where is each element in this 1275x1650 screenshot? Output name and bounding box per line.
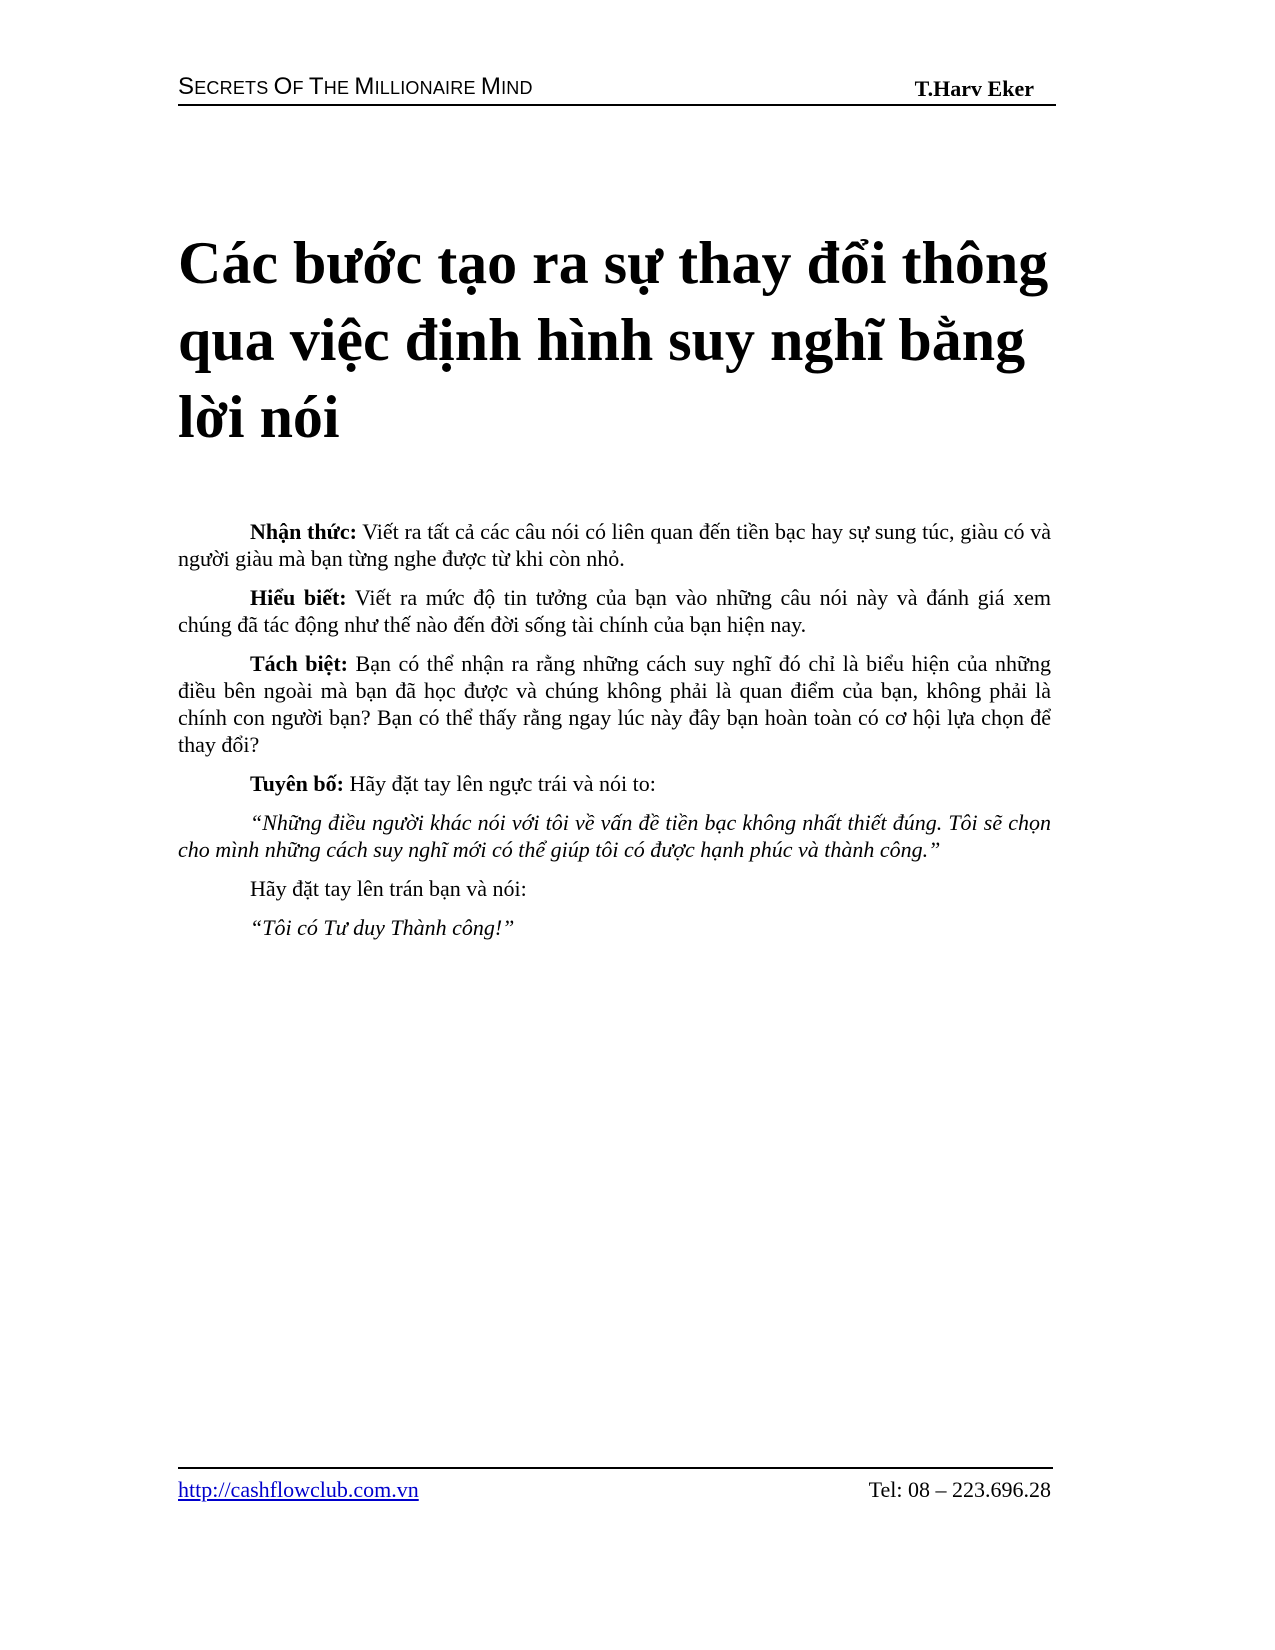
- book-title: [178, 73, 533, 101]
- instruction-text: Hãy đặt tay lên trán bạn và nói:: [250, 876, 527, 901]
- book-title-initial: T: [308, 73, 324, 100]
- book-title-initial: M: [354, 73, 375, 100]
- book-title-initial: M: [480, 73, 502, 100]
- paragraph-declaration: [178, 770, 1051, 797]
- book-title-initial: S: [178, 73, 195, 100]
- paragraph-separation: [178, 650, 1051, 758]
- page-header: [178, 68, 1056, 106]
- body-text: [178, 518, 1051, 953]
- book-title-word: ILLIONAIRE: [374, 78, 481, 98]
- paragraph-label: Nhận thức:: [250, 519, 357, 544]
- paragraph-label: Tuyên bố:: [250, 771, 344, 796]
- page-footer: [178, 1467, 1053, 1503]
- paragraph-text: Bạn có thể nhận ra rằng những cách suy nghĩ đó chỉ là biểu hiện của những điều bên ngoài mà bạn đã học được và chúng không phải là quan điểm của bạn, không phải là chính con người bạn? Bạn có thể thấy rằng ngay lúc này đây bạn hoàn toàn có cơ hội lựa chọn để thay đổi?: [178, 651, 1051, 757]
- paragraph-label: Hiểu biết:: [250, 585, 347, 610]
- book-title-word: ECRETS: [194, 78, 274, 98]
- author-name: T.Harv Eker: [914, 76, 1034, 101]
- chapter-title: Các bước tạo ra sự thay đổi thông qua việc định hình suy nghĩ bằng lời nói: [178, 230, 1049, 450]
- book-title-initial: O: [273, 73, 293, 100]
- paragraph-understanding: [178, 584, 1051, 638]
- book-title-word: HE: [323, 78, 355, 98]
- paragraph-text: Hãy đặt tay lên ngực trái và nói to:: [343, 771, 656, 796]
- affirmation-quote: “Tôi có Tư duy Thành công!”: [250, 915, 515, 940]
- website-link[interactable]: http://cashflowclub.com.vn: [178, 1477, 419, 1502]
- phone-number: Tel: 08 – 223.696.28: [868, 1477, 1051, 1502]
- paragraph-text: Viết ra tất cả các câu nói có liên quan đến tiền bạc hay sự sung túc, giàu có và người giàu mà bạn từng nghe được từ khi còn nhỏ.: [178, 519, 1051, 571]
- paragraph-label: Tách biệt:: [250, 651, 348, 676]
- paragraph-awareness: [178, 518, 1051, 572]
- book-title-word: IND: [501, 78, 533, 98]
- book-title-word: F: [292, 78, 309, 98]
- paragraph-text: Viết ra mức độ tin tưởng của bạn vào những câu nói này và đánh giá xem chúng đã tác động như thế nào đến đời sống tài chính của bạn hiện nay.: [178, 585, 1051, 637]
- declaration-quote: “Những điều người khác nói với tôi về vấn đề tiền bạc không nhất thiết đúng. Tôi sẽ chọn cho mình những cách suy nghĩ mới có thể giúp tôi có được hạnh phúc và thành công.”: [178, 810, 1051, 862]
